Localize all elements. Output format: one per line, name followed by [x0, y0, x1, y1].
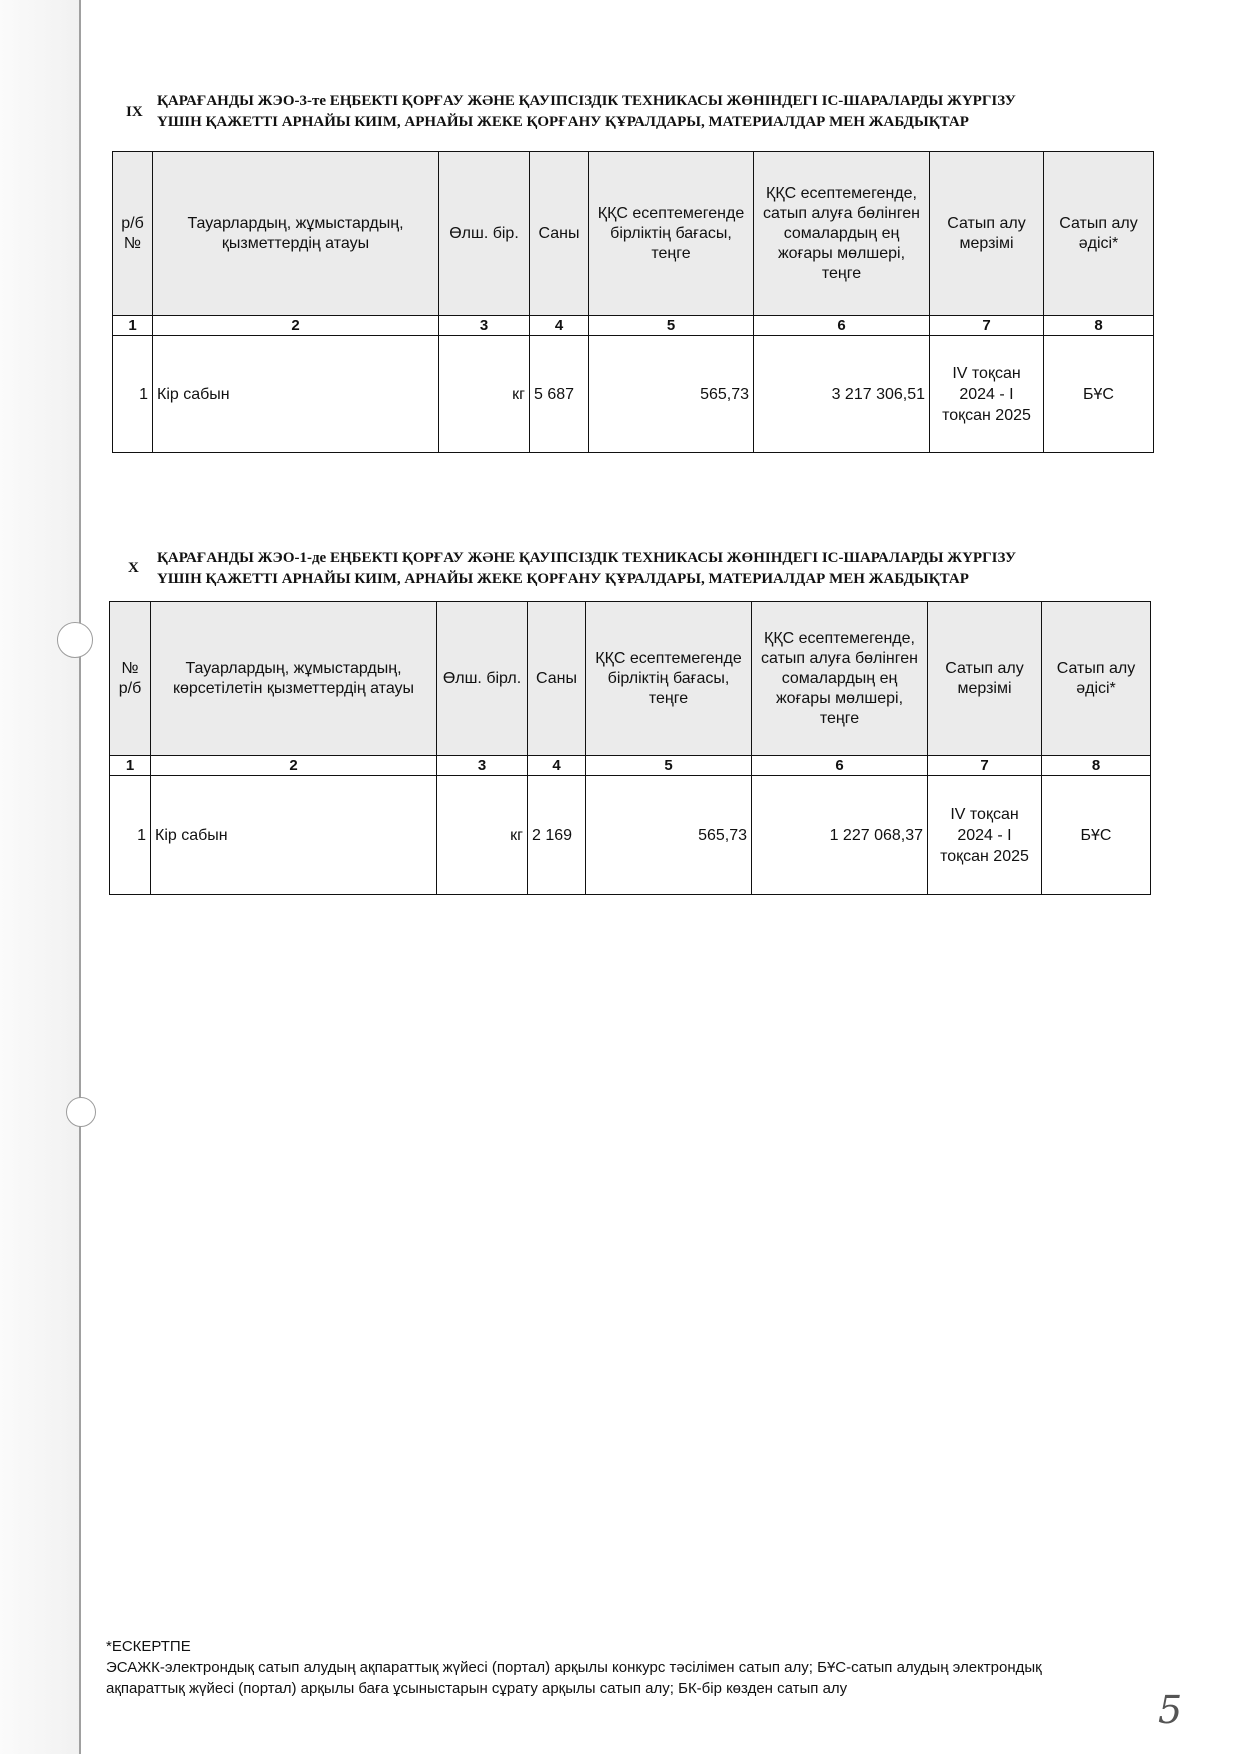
column-number-row — [110, 756, 1151, 776]
cell-unit: кг — [437, 776, 528, 895]
column-number: 2 — [151, 756, 437, 776]
col-header-quantity: Саны — [528, 602, 586, 756]
col-header-row-number: р/б № — [113, 152, 153, 316]
footnote-text: ЭСАЖК-электрондық сатып алудың ақпараттық жүйесі (портал) арқылы конкурс тәсілімен сатып алу; БҰС-сатып алудың электрондық ақпараттық жүйесі (портал) арқылы баға ұсыныстарын сұрату арқылы сатып алу; БК-бір көзден сатып алу — [106, 1659, 1042, 1697]
section-title — [157, 91, 1016, 133]
cell-unit: кг — [439, 336, 530, 453]
column-number: 4 — [528, 756, 586, 776]
cell-max-amount: 1 227 068,37 — [752, 776, 928, 895]
column-number: 3 — [439, 316, 530, 336]
procurement-table — [109, 601, 1151, 895]
col-header-purchase-period: Сатып алу мерзімі — [930, 152, 1044, 316]
column-number: 1 — [113, 316, 153, 336]
col-header-max-amount: ҚҚС есептемегенде, сатып алуға бөлінген сомалардың ең жоғары мөлшері, теңге — [754, 152, 930, 316]
cell-quantity: 5 687 — [530, 336, 589, 453]
cell-row-number: 1 — [110, 776, 151, 895]
cell-item-name: Кір сабын — [151, 776, 437, 895]
column-number-row — [113, 316, 1154, 336]
column-number: 8 — [1042, 756, 1151, 776]
col-header-unit-price: ҚҚС есептемегенде бірліктің бағасы, теңге — [586, 602, 752, 756]
scan-margin-shade — [0, 0, 80, 1754]
page-number: 5 — [1158, 1688, 1183, 1732]
column-number: 7 — [930, 316, 1044, 336]
table-row — [110, 776, 1151, 895]
column-number: 6 — [752, 756, 928, 776]
column-number: 2 — [153, 316, 439, 336]
col-header-unit: Өлш. бір. — [439, 152, 530, 316]
column-number: 4 — [530, 316, 589, 336]
section-title-line: ҮШІН ҚАЖЕТТІ АРНАЙЫ КИІМ, АРНАЙЫ ЖЕКЕ ҚОРҒАНУ ҚҰРАЛДАРЫ, МАТЕРИАЛДАР МЕН ЖАБДЫҚТАР — [157, 571, 969, 587]
cell-purchase-period: IV тоқсан 2024 - І тоқсан 2025 — [930, 336, 1044, 453]
cell-unit-price: 565,73 — [586, 776, 752, 895]
col-header-unit-price: ҚҚС есептемегенде бірліктің бағасы, теңге — [589, 152, 754, 316]
section-title-line: ҮШІН ҚАЖЕТТІ АРНАЙЫ КИІМ, АРНАЙЫ ЖЕКЕ ҚОРҒАНУ ҚҰРАЛДАРЫ, МАТЕРИАЛДАР МЕН ЖАБДЫҚТАР — [157, 114, 969, 130]
col-header-row-number: № р/б — [110, 602, 151, 756]
cell-item-name: Кір сабын — [153, 336, 439, 453]
column-number: 1 — [110, 756, 151, 776]
table-row — [113, 336, 1154, 453]
section-title-line: ҚАРАҒАНДЫ ЖЭО-1-де ЕҢБЕКТІ ҚОРҒАУ ЖӘНЕ ҚАУІПСІЗДІК ТЕХНИКАСЫ ЖӨНІНДЕГІ ІС-ШАРАЛАРДЫ ЖҮРГІЗУ — [157, 550, 1016, 566]
column-number: 7 — [928, 756, 1042, 776]
punch-hole — [66, 1097, 96, 1127]
col-header-unit: Өлш. бірл. — [437, 602, 528, 756]
section-numeral: IX — [126, 104, 143, 120]
punch-hole — [57, 622, 93, 658]
cell-quantity: 2 169 — [528, 776, 586, 895]
col-header-quantity: Саны — [530, 152, 589, 316]
col-header-purchase-method: Сатып алу әдісі* — [1042, 602, 1151, 756]
section-title-line: ҚАРАҒАНДЫ ЖЭО-3-те ЕҢБЕКТІ ҚОРҒАУ ЖӘНЕ ҚАУІПСІЗДІК ТЕХНИКАСЫ ЖӨНІНДЕГІ ІС-ШАРАЛАРДЫ ЖҮРГІЗУ — [157, 93, 1016, 109]
cell-row-number: 1 — [113, 336, 153, 453]
procurement-table — [112, 151, 1154, 453]
footnote — [106, 1636, 1106, 1699]
footnote-title: *ЕСКЕРТПЕ — [106, 1638, 191, 1655]
column-number: 8 — [1044, 316, 1154, 336]
cell-max-amount: 3 217 306,51 — [754, 336, 930, 453]
column-number: 5 — [586, 756, 752, 776]
cell-purchase-method: БҰС — [1042, 776, 1151, 895]
col-header-purchase-period: Сатып алу мерзімі — [928, 602, 1042, 756]
scan-page-edge — [79, 0, 81, 1754]
col-header-item-name: Тауарлардың, жұмыстардың, қызметтердің атауы — [153, 152, 439, 316]
cell-purchase-method: БҰС — [1044, 336, 1154, 453]
col-header-max-amount: ҚҚС есептемегенде, сатып алуға бөлінген сомалардың ең жоғары мөлшері, теңге — [752, 602, 928, 756]
cell-unit-price: 565,73 — [589, 336, 754, 453]
column-number: 6 — [754, 316, 930, 336]
section-numeral: X — [128, 560, 139, 576]
col-header-item-name: Тауарлардың, жұмыстардың, көрсетілетін қызметтердің атауы — [151, 602, 437, 756]
cell-purchase-period: IV тоқсан 2024 - І тоқсан 2025 — [928, 776, 1042, 895]
column-number: 5 — [589, 316, 754, 336]
column-number: 3 — [437, 756, 528, 776]
section-title — [157, 548, 1016, 590]
col-header-purchase-method: Сатып алу әдісі* — [1044, 152, 1154, 316]
